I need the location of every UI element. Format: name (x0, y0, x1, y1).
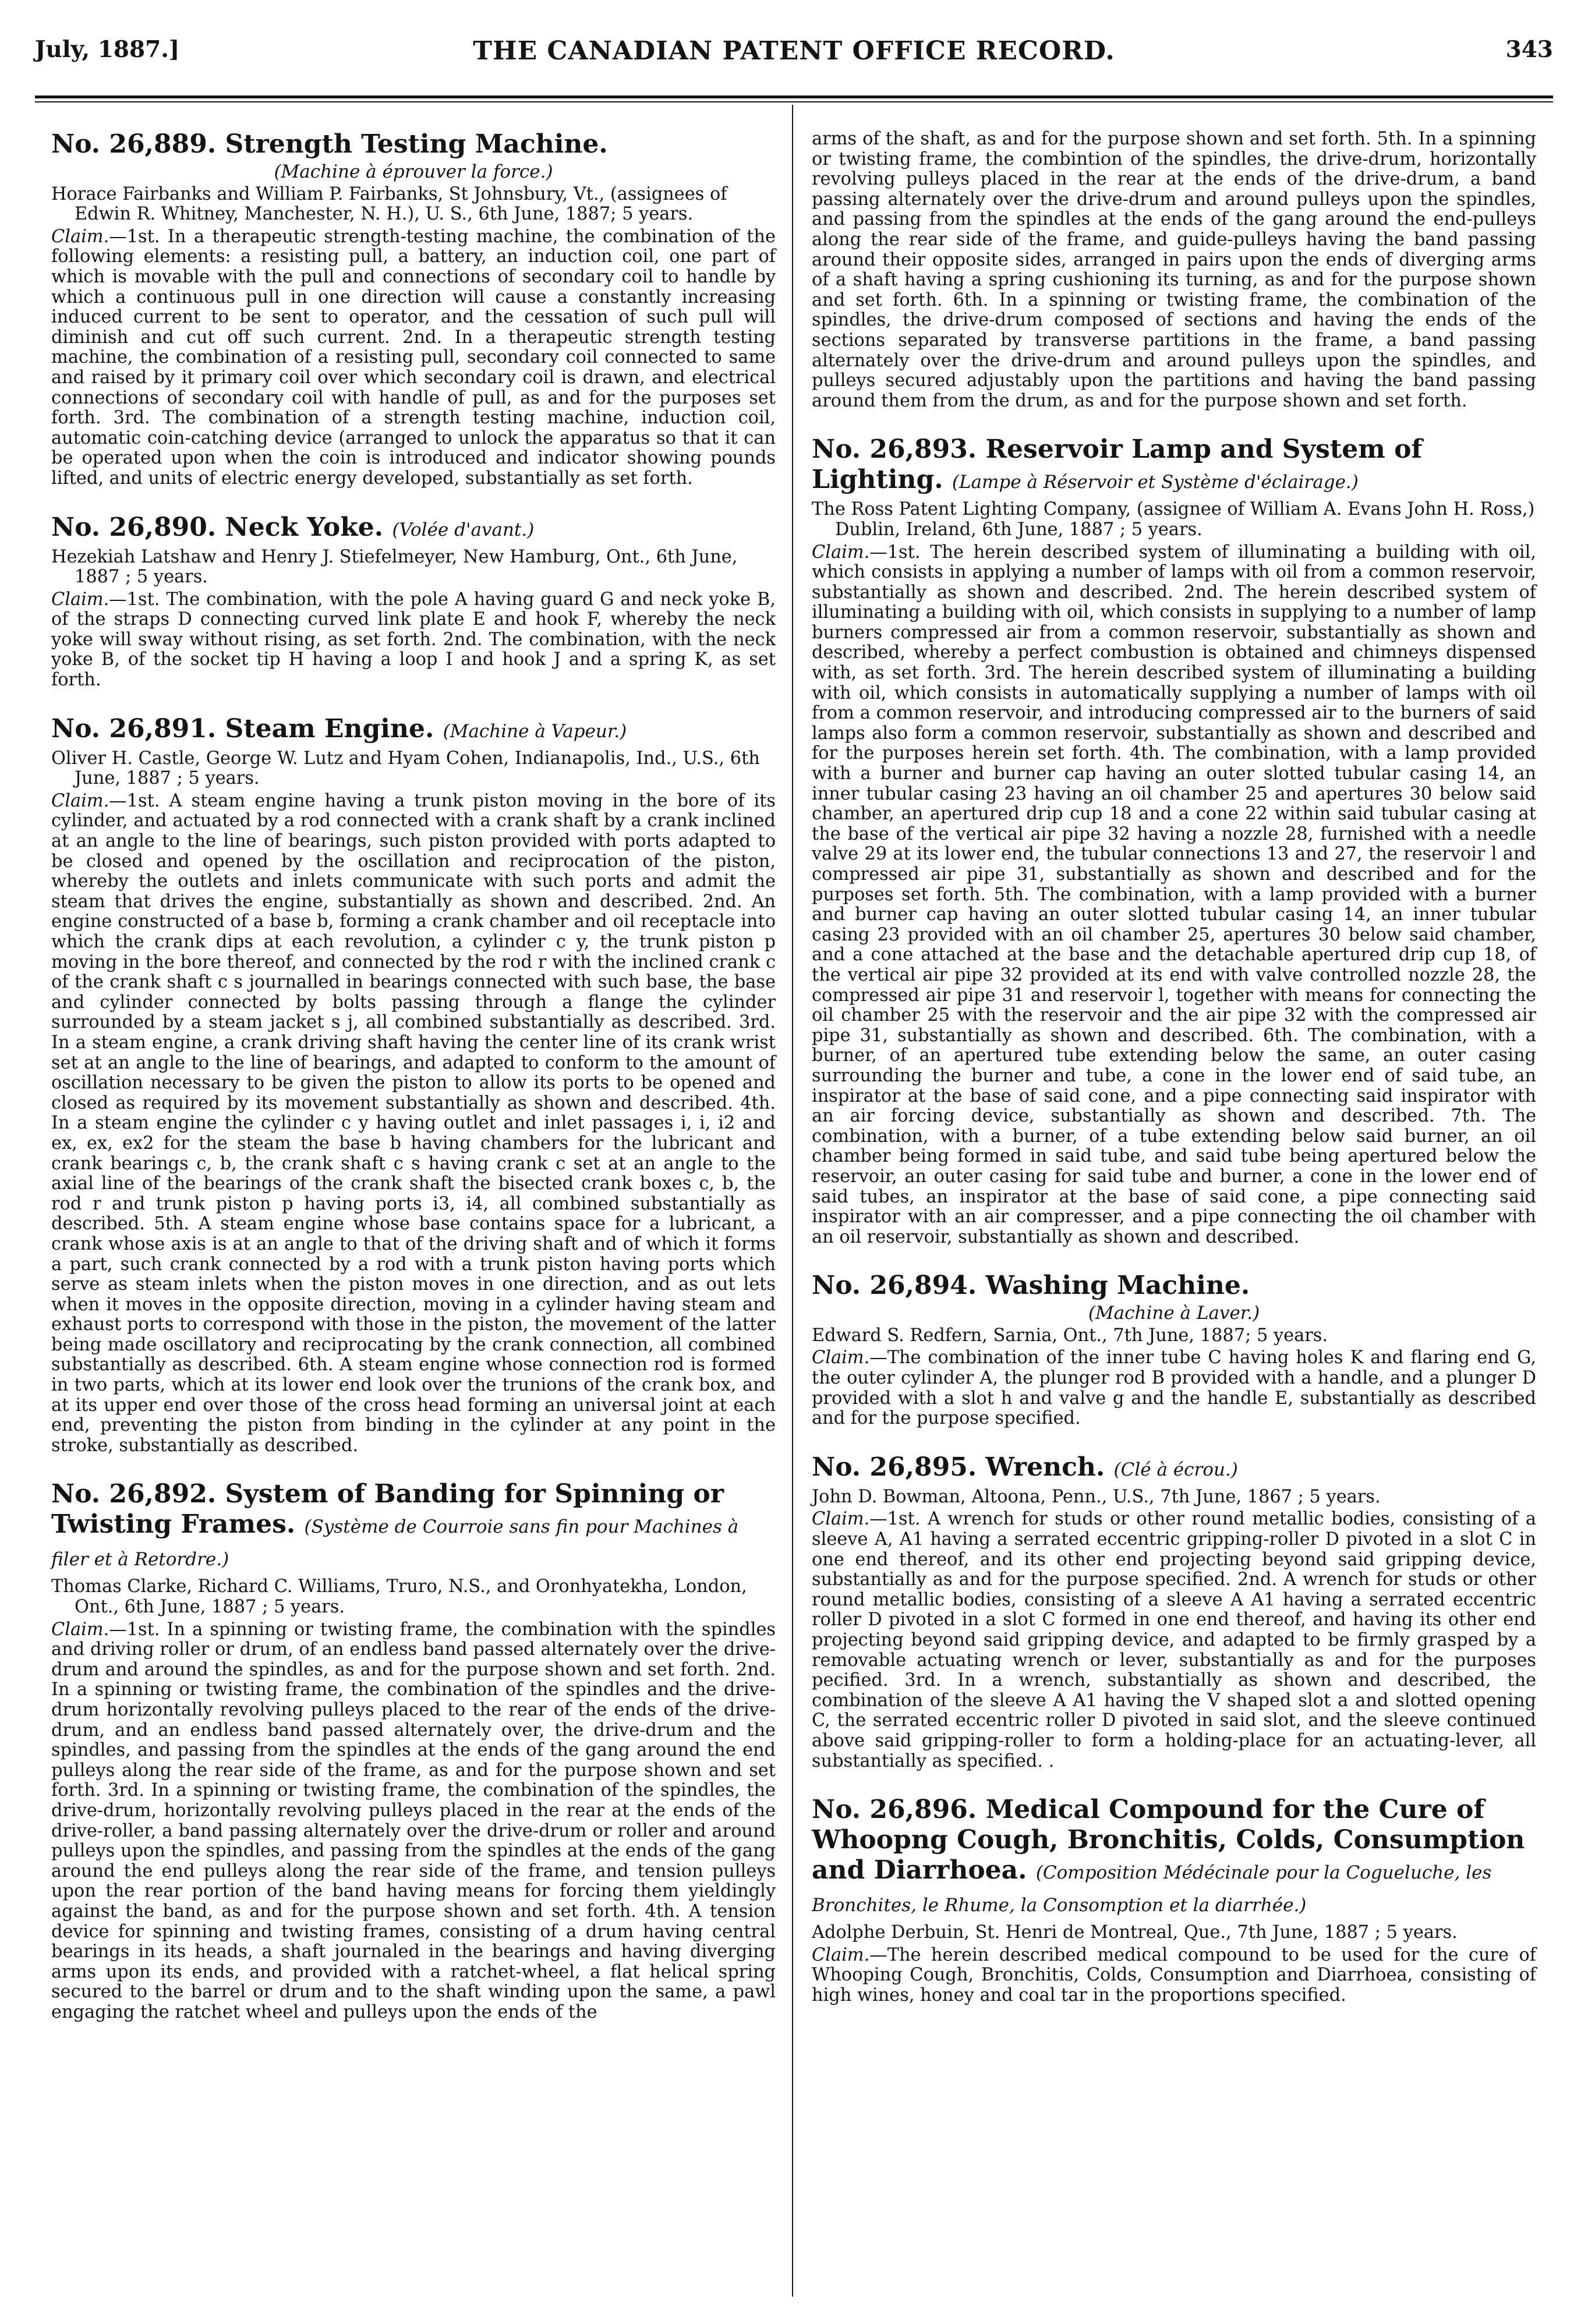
claim-body: —1st. A steam engine having a trunk piston moving in the bore of its cylinder, and actuated by a rod connected with a crank shaft by a crank inclined at an angle to the line of bearings, such piston provided with ports adapted to be closed and opened by the oscillation and reciprocation of the piston, whereby the outlets and inlets communicate with such ports and admit the steam that drives the engine, substantially as shown and described. 2nd. An engine constructed of a base b, forming a crank chamber and oil receptacle into which the crank dips at each revolution, a cylinder c y, the trunk piston p moving in the bore thereof, and connected by the rod r with the inclined crank c of the crank shaft c s journalled in bearings connected with such base, the base and cylinder connected by bolts passing through a flange the cylinder surrounded by a steam jacket s j, all combined substantially as described. 3rd. In a steam engine, a crank driving shaft having the center line of its crank wrist set at an angle to the line of bearings, and adapted to conform to the amount of oscillation necessary to be given the piston to allow its ports to be opened and closed as required by its movement substantially as shown and described. 4th. In a steam engine the cylinder c y having outlet and inlet passages i, i, i2 and ex, ex, ex2 for the steam the base b having chambers for the lubricant and crank bearings c, b, the crank shaft c s having crank c set at an angle to the axial line of the bearings of the crank shaft the bisected crank boxes c, b, the rod r and trunk piston p having ports i3, i4, all combined substantially as described. 5th. A steam engine whose base contains space for a lubricant, a crank whose axis is at an angle to that of the driving shaft and of which it forms a part, such crank connected by a rod with a trunk piston having ports which serve as steam inlets when the piston moves in one direction, and as out lets when it moves in the opposite direction, moving in a cylinder having steam and exhaust ports to correspond with those in the piston, the movement of the latter being made oscillatory and reciprocating by the crank connection, all combined substantially as described. 6th. A steam engine whose connection rod is formed in two parts, which at its lower end look over the trunions of the crank box, and at its upper end over those of the cross head forming an universal joint at each end, preventing the piston from binding in the cylinder at any point in the stroke, substantially as described. (51, 790, 776, 1456)
claim-text (51, 1620, 776, 2023)
patent-entry-26893 (812, 434, 1536, 1247)
patentee: Edward S. Redfern, Sarnia, Ont., 7th June, 1887; 5 years. (812, 1325, 1328, 1346)
claim-body: —1st. A wrench for studs or other round metallic bodies, consisting of a sleeve A, A1 having a serrated eccentric gripping-roller D pivoted in a slot C in one end thereof, and its other end projecting beyond said gripping device, substantially as and for the purpose specified. 2nd. A wrench for studs or other round metallic bodies, consisting of a sleeve A A1 having a serrated eccentric roller D pivoted in a slot C formed in one end thereof, and having its other end projecting beyond said gripping device, and adapted to be firmly grasped by a removable actuating wrench or lever, substantially as and for the purposes pecified. 3rd. In a wrench, substantially as shown and described, the combination of the sleeve A A1 having the V shaped slot a and slotted opening C, the serrated eccentric roller D pivoted in said slot, and the sleeve continued above said gripping-roller to form a holding-place for an actuating-lever, all substantially as specified. . (812, 1509, 1536, 1771)
claim-text (812, 1509, 1536, 1771)
french-title: (Machine à éprouver la force.) (274, 161, 553, 182)
patent-entry-26889 (51, 129, 776, 489)
patent-title: Strength Testing Machine. (225, 129, 608, 159)
claim-label: Claim. (51, 589, 109, 610)
publication-title: THE CANADIAN PATENT OFFICE RECORD. (473, 36, 1115, 66)
patent-number: No. 26,893. (812, 434, 977, 465)
patentee: Horace Fairbanks and William P. Fairbanks, St Johnsbury, Vt., (assignees of Edwin R. Whitney, Manchester, N. H.), U. S., 6th June, 1887; 5 years. (51, 183, 727, 225)
patentee: Hezekiah Latshaw and Henry J. Stiefelmeyer, New Hamburg, Ont., 6th June, 1887 ; 5 years. (51, 546, 738, 588)
running-head (35, 36, 1553, 77)
claim-label: Claim. (812, 1944, 870, 1965)
claim-label: Claim. (812, 1347, 870, 1368)
patentee: Oliver H. Castle, George W. Lutz and Hyam Cohen, Indianapolis, Ind., U.S., 6th June, 1887 ; 5 years. (51, 748, 760, 789)
patent-title: Neck Yoke. (225, 512, 384, 542)
entry-heading (812, 1452, 1536, 1485)
page-number: 343 (1505, 36, 1553, 63)
claim-label: Claim. (51, 226, 109, 247)
patent-entry-26895 (812, 1452, 1536, 1771)
patent-number: No. 26,891. (51, 713, 217, 744)
french-title: (Clé à écrou.) (1113, 1459, 1238, 1480)
french-title: (Machine à Vapeur.) (443, 720, 627, 742)
french-title: (Machine à Laver.) (1088, 1303, 1260, 1324)
patent-title: Washing Machine. (985, 1271, 1250, 1301)
claim-text (51, 791, 776, 1456)
entry-heading (51, 714, 776, 747)
claim-text (51, 590, 776, 691)
header-rule-thin (35, 101, 1553, 102)
left-column (51, 129, 776, 2046)
patent-entry-26892 (51, 1479, 776, 2022)
patent-number: No. 26,895. (812, 1452, 977, 1482)
patent-entry-26891 (51, 714, 776, 1456)
entry-heading (51, 1479, 776, 1575)
french-title: (Composition Médécinale pour la Cogueluche, les Bronchites, le Rhume, la Consomption et la diarrhée.) (812, 1862, 1492, 1916)
claim-body: —1st. The combination, with the pole A having guard G and neck yoke B, of the straps D connecting curved link plate E and hook F, whereby the neck yoke will sway without rising, as set forth. 2nd. The combination, with the neck yoke B, of the socket tip H having a loop I and hook J and a spring K, as set forth. (51, 589, 776, 691)
patent-entry-26890 (51, 512, 776, 691)
claim-text (812, 543, 1536, 1248)
entry-heading (812, 1795, 1536, 1920)
column-divider (792, 105, 793, 2297)
patentee: Adolphe Derbuin, St. Henri de Montreal, Que., 7th June, 1887 ; 5 years. (812, 1922, 1458, 1943)
patent-number: No. 26,890. (51, 512, 217, 542)
patentee: The Ross Patent Lighting Company, (assignee of William A. Evans John H. Ross,) Dublin, Ireland, 6th June, 1887 ; 5 years. (812, 499, 1535, 540)
patent-number: No. 26,889. (51, 129, 217, 159)
claim-label: Claim. (812, 542, 870, 563)
patentee: John D. Bowman, Altoona, Penn., U.S., 7th June, 1867 ; 5 years. (812, 1486, 1381, 1507)
claim-body: —The combination of the inner tube C having holes K and flaring end G, the outer cylinder A, the plunger rod B provided with a handle, and a plunger D provided with a slot h and valve g and the handle E, substantially as described and for the purpose specified. (812, 1347, 1536, 1429)
patent-title: Reservoir Lamp and System of Lighting. (812, 434, 1423, 495)
patent-title: Steam Engine. (225, 713, 434, 744)
patent-entry-26894 (812, 1271, 1536, 1429)
patentee: Thomas Clarke, Richard C. Williams, Truro, N.S., and Oronhyatekha, London, Ont., 6th June, 1887 ; 5 years. (51, 1576, 747, 1618)
entry-heading (812, 434, 1536, 497)
claim-body: —1st. In a therapeutic strength-testing machine, the combination of the following elements: a resisting pull, a battery, an induction coil, one part of which is movable with the pull and connections of secondary coil to handle by which a continuous pull in one direction will cause a constantly increasing induced current to be sent to operator, and the cessation of such pull will diminish and cut off such current. 2nd. In a therapeutic strength testing machine, the combination of a resisting pull, secondary coil connected to same and raised by it primary coil over which secondary coil is drawn, and electrical connections of secondary coil with handle of pull, as and for the purposes set forth. 3rd. The combination of a strength testing machine, induction coil, automatic coin-catching device (arranged to unlock the apparatus so that it can be operated upon when the coin is introduced and indicator showing pounds lifted, and units of electric energy developed, substantially as set forth. (51, 226, 776, 489)
claim-continuation: arms of the shaft, as and for the purpose shown and set forth. 5th. In a spinning or twisting frame, the combintion of the spindles, the drive-drum, horizontally revolving pulleys placed in the rear at the ends of the drive-drum, a band passing alternately over the drive-drum and around pulleys upon the spindles, and passing from the spindles at the ends of the gang around the end-pulleys along the rear side of the frame, and guide-pulleys having the band passing around their opposite sides, arranged in pairs upon the ends of diverging arms of a shaft having a spring cushioning its turning, as and for the purpose shown and set forth. 6th. In a spinning or twisting frame, the combination of the spindles, the drive-drum composed of sections and having the ends of the sections separated by transverse partitions in the frame, a band passing alternately over the drive-drum and around pulleys upon the spindles, and pulleys secured adjustably upon the partitions and having the band passing around them from the drum, as and for the purpose shown and set forth. (812, 129, 1536, 411)
patent-number: No. 26,896. (812, 1795, 977, 1825)
entry-heading (51, 512, 776, 545)
french-title: (Lampe à Réservoir et Système d'éclairage.) (952, 472, 1359, 493)
claim-body: —1st. The herein described system of illuminating a building with oil, which consists in applying a number of lamps with oil from a common reservoir, substantially as shown and described. 2nd. The herein described system of illuminating a building with oil, which consists in supplying to a number of lamp burners compressed air from a common reservoir, substantially as shown and described, whereby a perfect combustion is obtained and chimneys dispensed with, as set forth. 3rd. The herein described system of illuminating a building with oil, which consists in automatically supplying a number of lamps with oil from a common reservoir, and introducing compressed air to the burners of said lamps also form a common reservoir, substantially as shown and described and for the purposes herein set forth. 4th. The combination, with a lamp provided with a burner and burner cap having an outer slotted tubular casing 14, an inner tubular casing 23 having an oil chamber 25 and apertures 30 below said chamber, an apertured drip cup 18 and a cone 22 within said tubular casing at the base of the vertical air pipe 32 having a nozzle 28, furnished with a needle valve 29 at its lower end, the tubular connections 13 and 27, the reservoir l and compressed air pipe 31, substantially as shown and described and for the purposes set forth. 5th. The combination, with a lamp provided with a burner and burner cap having an outer slotted tubular casing 14, an inner tubular casing 23 provided with an oil chamber 25, apertures 30 below said chamber, and a cone attached at the base and the detachable apertured drip cup 18, of the vertical air pipe 32 provided at its end with valve controlled nozzle 28, the compressed air pipe 31 and reservoir l, together with means for connecting the oil chamber 25 with the reservoir and the air pipe 32 with the compressed air pipe 31, substantially as shown and described. 6th. The combination, with a burner, of an apertured tube extending below the same, an outer casing surrounding the burner and tube, a cone in the lower end of said tube, an inspirator at the base of said cone, and a pipe connecting said inspirator with an air forcing device, substantially as shown and described. 7th. The combination, with a burner, of a tube extending below said burner, an oil chamber being formed in said tube, and said tube being apertured below the reservoir, an outer casing for said tube and burner, a cone in the lower end of said tubes, an inspirator at the base of said cone, a pipe connecting said inspirator with an air compresser, and a pipe connecting the oil chamber with an oil reservoir, substantially as shown and described. (812, 542, 1536, 1247)
claim-body: —1st. In a spinning or twisting frame, the combination with the spindles and driving roller or drum, of an endless band passed alternately over the drive-drum and around the spindles, as and for the purpose shown and set forth. 2nd. In a spinning or twisting frame, the combination of the spindles and the drive-drum horizontally revolving pulleys placed to the rear of the ends of the drive-drum, and an endless band passed alternately over, the drive-drum and the spindles, and passing from the spindles at the ends of the gang around the end pulleys along the rear side of the frame, as and for the purpose shown and set forth. 3rd. In a spinning or twisting frame, the combination of the spindles, the drive-drum, horizontally revolving pulleys placed in the rear at the ends of the drive-roller, a band passing alternately over the drive-drum or roller and around pulleys upon the spindles, and passing from the spindles at the ends of the gang around the end pulleys along the rear side of the frame, and tension pulleys upon the rear portion of the band having means for forcing them yieldingly against the band, as and for the purpose shown and set forth. 4th. A tension device for spinning and twisting frames, consisting of a drum having central bearings in its heads, a shaft journaled in the bearings and having diverging arms upon its ends, and provided with a ratchet-wheel, a flat helical spring secured to the barrel or drum and to the shaft winding upon the same, a pawl engaging the ratchet wheel and pulleys upon the ends of the (51, 1619, 776, 2022)
patent-title: Wrench. (985, 1452, 1105, 1482)
header-rule (35, 95, 1553, 98)
claim-body: —The herein described medical compound to be used for the cure of Whooping Cough, Bronchitis, Colds, Consumption and Diarrhoea, consisting of high wines, honey and coal tar in the proportions specified. (812, 1944, 1536, 2005)
entry-heading (812, 1271, 1536, 1301)
entry-heading (51, 129, 776, 160)
french-title: (Système de Courroie sans fin pour Machines à filer et à Retordre.) (51, 1516, 739, 1570)
patent-entry-26896 (812, 1795, 1536, 2005)
claim-text (812, 1945, 1536, 2006)
right-column (812, 129, 1536, 2029)
patent-title: System of Banding for Spinning or Twisting Frames. (51, 1479, 724, 1540)
claim-label: Claim. (51, 1619, 109, 1640)
claim-text (812, 1348, 1536, 1428)
claim-label: Claim. (51, 790, 109, 811)
french-title: (Volée d'avant.) (392, 519, 535, 540)
claim-text (51, 227, 776, 489)
claim-label: Claim. (812, 1509, 870, 1530)
issue-date: July, 1887.] (35, 36, 180, 63)
patent-number: No. 26,892. (51, 1479, 217, 1509)
patent-number: No. 26,894. (812, 1271, 977, 1301)
patent-title: Medical Compound for the Cure of Whoopng Cough, Bronchitis, Colds, Consumption and Diarrhoea. (812, 1795, 1525, 1886)
